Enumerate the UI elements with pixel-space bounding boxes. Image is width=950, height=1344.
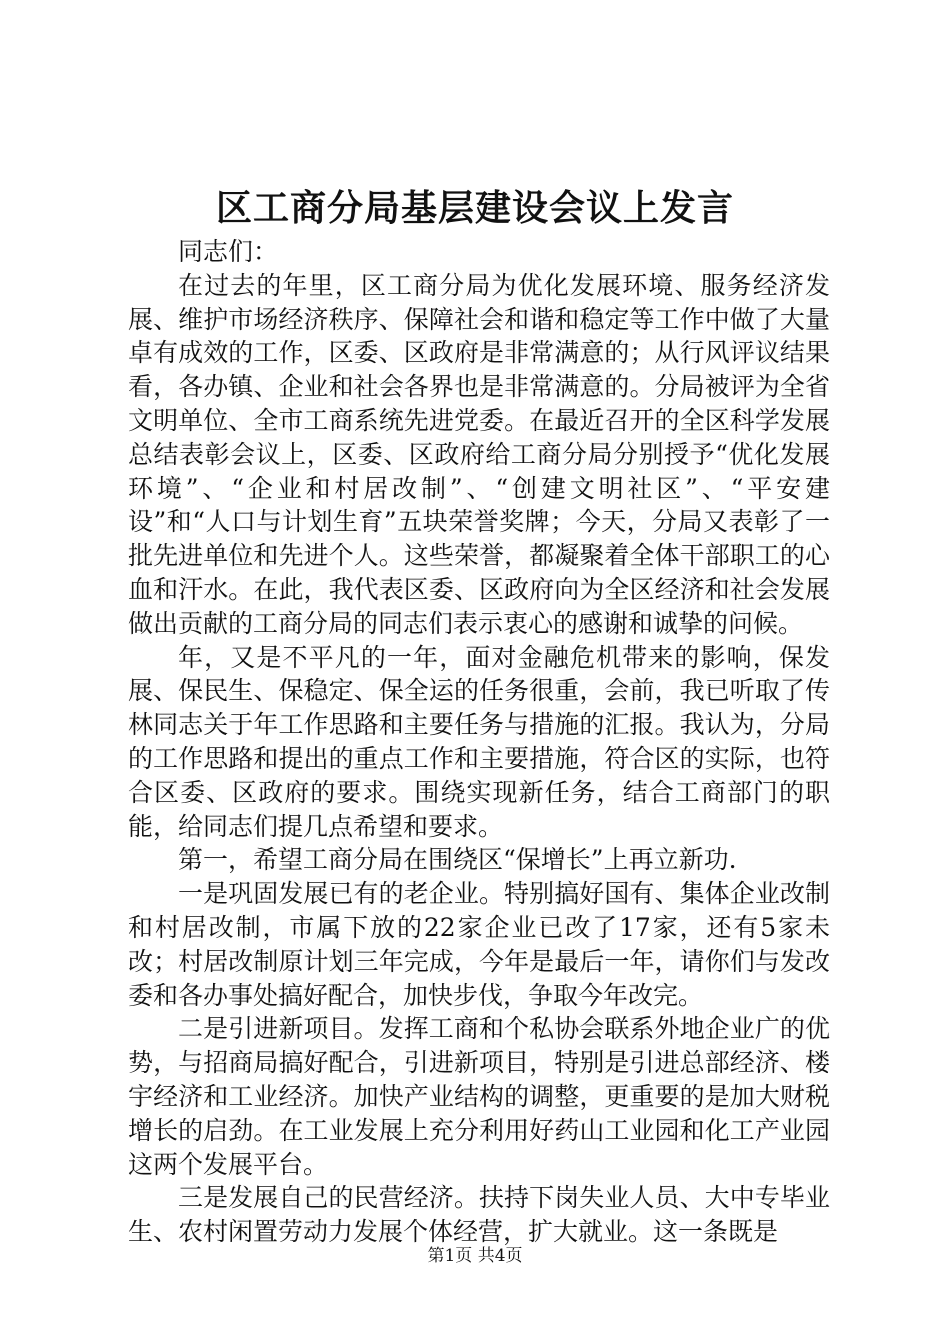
paragraph: 一是巩固发展已有的老企业。特别搞好国有、集体企业改制和村居改制，市属下放的22家企业已改了17家，还有5家未改；村居改制原计划三年完成，今年是最后一年，请你们与发改委和各办事处搞好配合，加快步伐，争取今年改完。 xyxy=(128,879,830,1010)
section-heading: 第一，希望工商分局在围绕区“保增长”上再立新功. xyxy=(178,845,737,875)
document-title: 区工商分局基层建设会议上发言 xyxy=(215,187,734,229)
paragraph: 二是引进新项目。发挥工商和个私协会联系外地企业广的优势，与招商局搞好配合，引进新项目，特别是引进总部经济、楼宇经济和工业经济。加快产业结构的调整，更重要的是加大财税增长的启劲。在工业发展上充分利用好药山工业园和化工产业园这两个发展平台。 xyxy=(128,1014,830,1179)
paragraph: 年，又是不平凡的一年，面对金融危机带来的影响，保发展、保民生、保稳定、保全运的任务很重，会前，我已听取了传林同志关于年工作思路和主要任务与措施的汇报。我认为，分局的工作思路和提出的重点工作和主要措施，符合区的实际，也符合区委、区政府的要求。围绕实现新任务，结合工商部门的职能，给同志们提几点希望和要求。 xyxy=(128,642,830,841)
page-number-footer: 第1页 共4页 xyxy=(427,1246,523,1266)
paragraph: 三是发展自己的民营经济。扶持下岗失业人员、大中专毕业生、农村闲置劳动力发展个体经营，扩大就业。这一条既是 xyxy=(128,1183,830,1247)
document-body xyxy=(128,235,830,1249)
salutation: 同志们： xyxy=(178,237,279,266)
paragraph: 在过去的年里，区工商分局为优化发展环境、服务经济发展、维护市场经济秩序、保障社会和谐和稳定等工作中做了大量卓有成效的工作，区委、区政府是非常满意的；从行风评议结果看，各办镇、企业和社会各界也是非常满意的。分局被评为全省文明单位、全市工商系统先进党委。在最近召开的全区科学发展总结表彰会议上，区委、区政府给工商分局分别授予“优化发展环境”、“企业和村居改制”、“创建文明社区”、“平安建设”和“人口与计划生育”五块荣誉奖牌；今天，分局又表彰了一批先进单位和先进个人。这些荣誉，都凝聚着全体干部职工的心血和汗水。在此，我代表区委、区政府向为全区经济和社会发展做出贡献的工商分局的同志们表示衷心的感谢和诚挚的问候。 xyxy=(128,270,830,638)
